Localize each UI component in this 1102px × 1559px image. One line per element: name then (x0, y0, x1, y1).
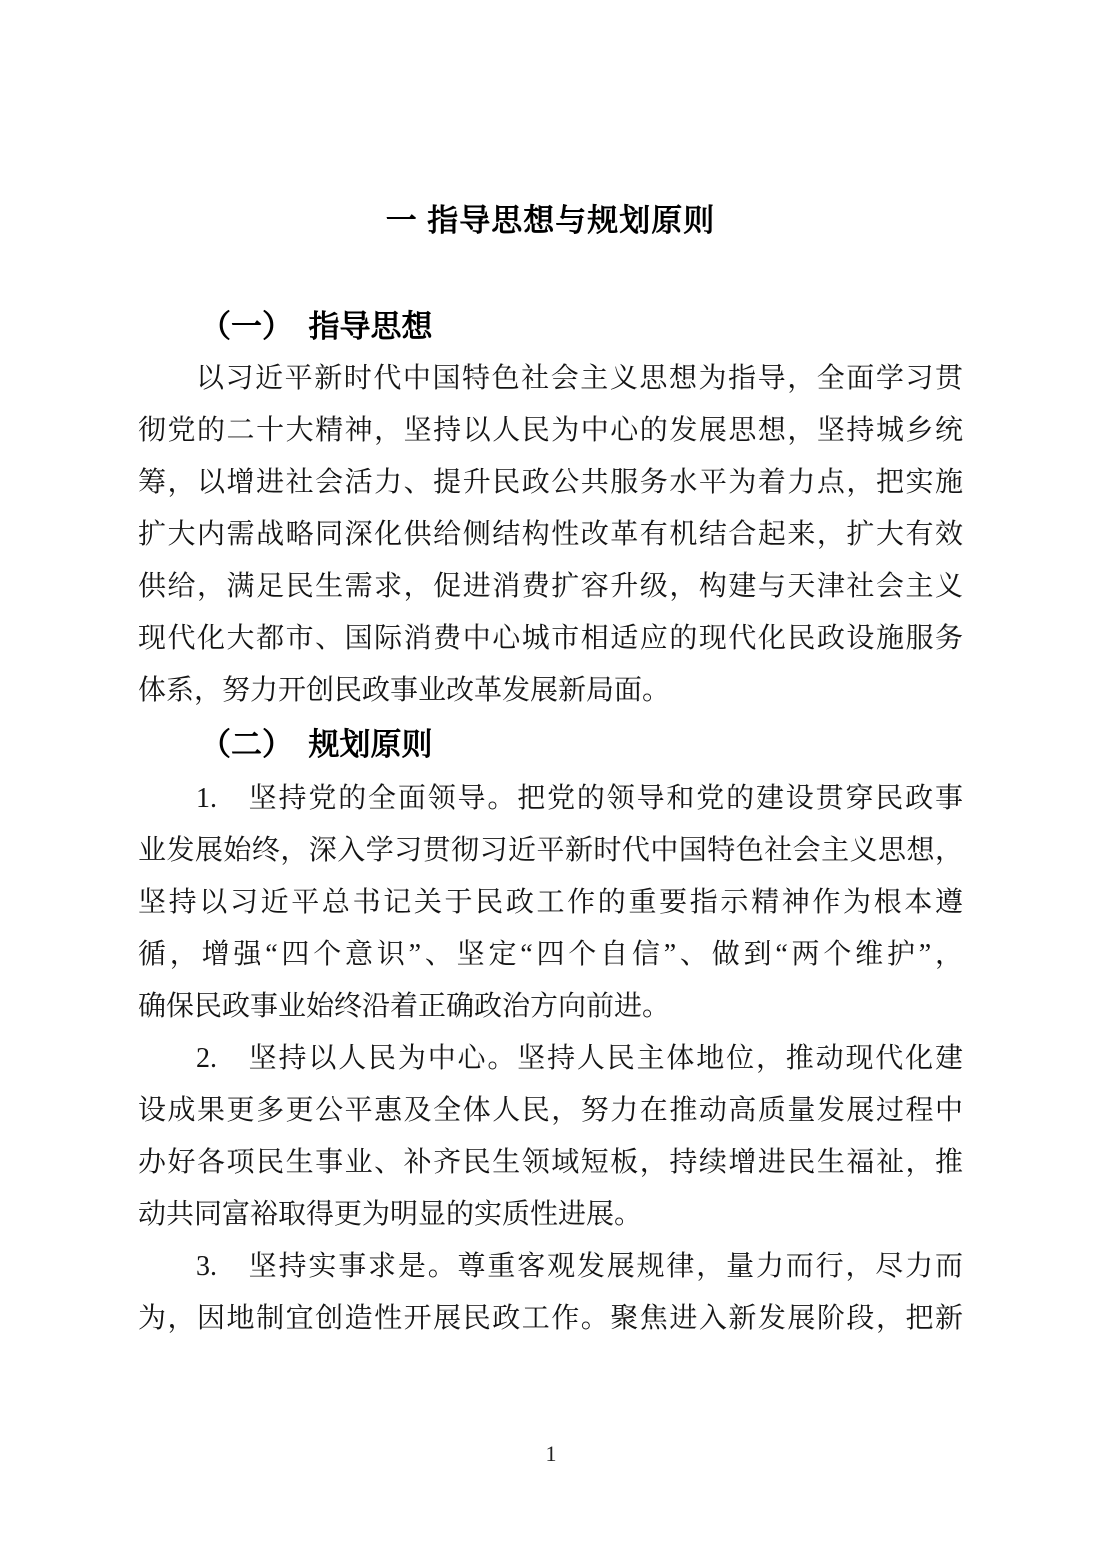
paragraph-principle-2 (138, 1033, 963, 1241)
text-line: 供给，满足民生需求，促进消费扩容升级，构建与天津社会主义 (138, 571, 963, 602)
text-line: 动共同富裕取得更为明显的实质性进展。 (138, 1199, 643, 1230)
text-line: 体系，努力开创民政事业改革发展新局面。 (138, 675, 671, 706)
paragraph-principle-1 (138, 773, 963, 1033)
text-line: 确保民政事业始终沿着正确政治方向前进。 (138, 991, 671, 1022)
paragraph-guiding-ideology (138, 353, 963, 717)
section-heading-planning-principles: （二） 规划原则 (200, 727, 433, 762)
text-line: 扩大内需战略同深化供给侧结构性改革有机结合起来，扩大有效 (138, 519, 963, 550)
text-line: 办好各项民生事业、补齐民生领域短板，持续增进民生福祉，推 (138, 1147, 963, 1178)
page-number: 1 (545, 1441, 557, 1466)
text-line: 为，因地制宜创造性开展民政工作。聚焦进入新发展阶段，把新 (138, 1303, 963, 1334)
text-line: 彻党的二十大精神，坚持以人民为中心的发展思想，坚持城乡统 (138, 415, 963, 446)
text-line: 业发展始终，深入学习贯彻习近平新时代中国特色社会主义思想， (138, 835, 963, 866)
section-heading-guiding-ideology: （一） 指导思想 (200, 309, 433, 344)
document-content (138, 0, 963, 1345)
text-line: 筹，以增进社会活力、提升民政公共服务水平为着力点，把实施 (138, 467, 963, 498)
text-line: 3. 坚持实事求是。尊重客观发展规律，量力而行，尽力而 (196, 1251, 963, 1282)
paragraph-principle-3 (138, 1241, 963, 1345)
text-line: 坚持以习近平总书记关于民政工作的重要指示精神作为根本遵 (138, 887, 963, 918)
text-line: 2. 坚持以人民为中心。坚持人民主体地位，推动现代化建 (196, 1043, 963, 1074)
text-line: 1. 坚持党的全面领导。把党的领导和党的建设贯穿民政事 (196, 783, 963, 814)
text-line: 循，增强“四个意识”、坚定“四个自信”、做到“两个维护”， (138, 939, 963, 970)
text-line: 现代化大都市、国际消费中心城市相适应的现代化民政设施服务 (138, 623, 963, 654)
text-line: 设成果更多更公平惠及全体人民，努力在推动高质量发展过程中 (138, 1095, 963, 1126)
page-title: 一 指导思想与规划原则 (385, 203, 716, 238)
text-line: 以习近平新时代中国特色社会主义思想为指导，全面学习贯 (196, 363, 963, 394)
